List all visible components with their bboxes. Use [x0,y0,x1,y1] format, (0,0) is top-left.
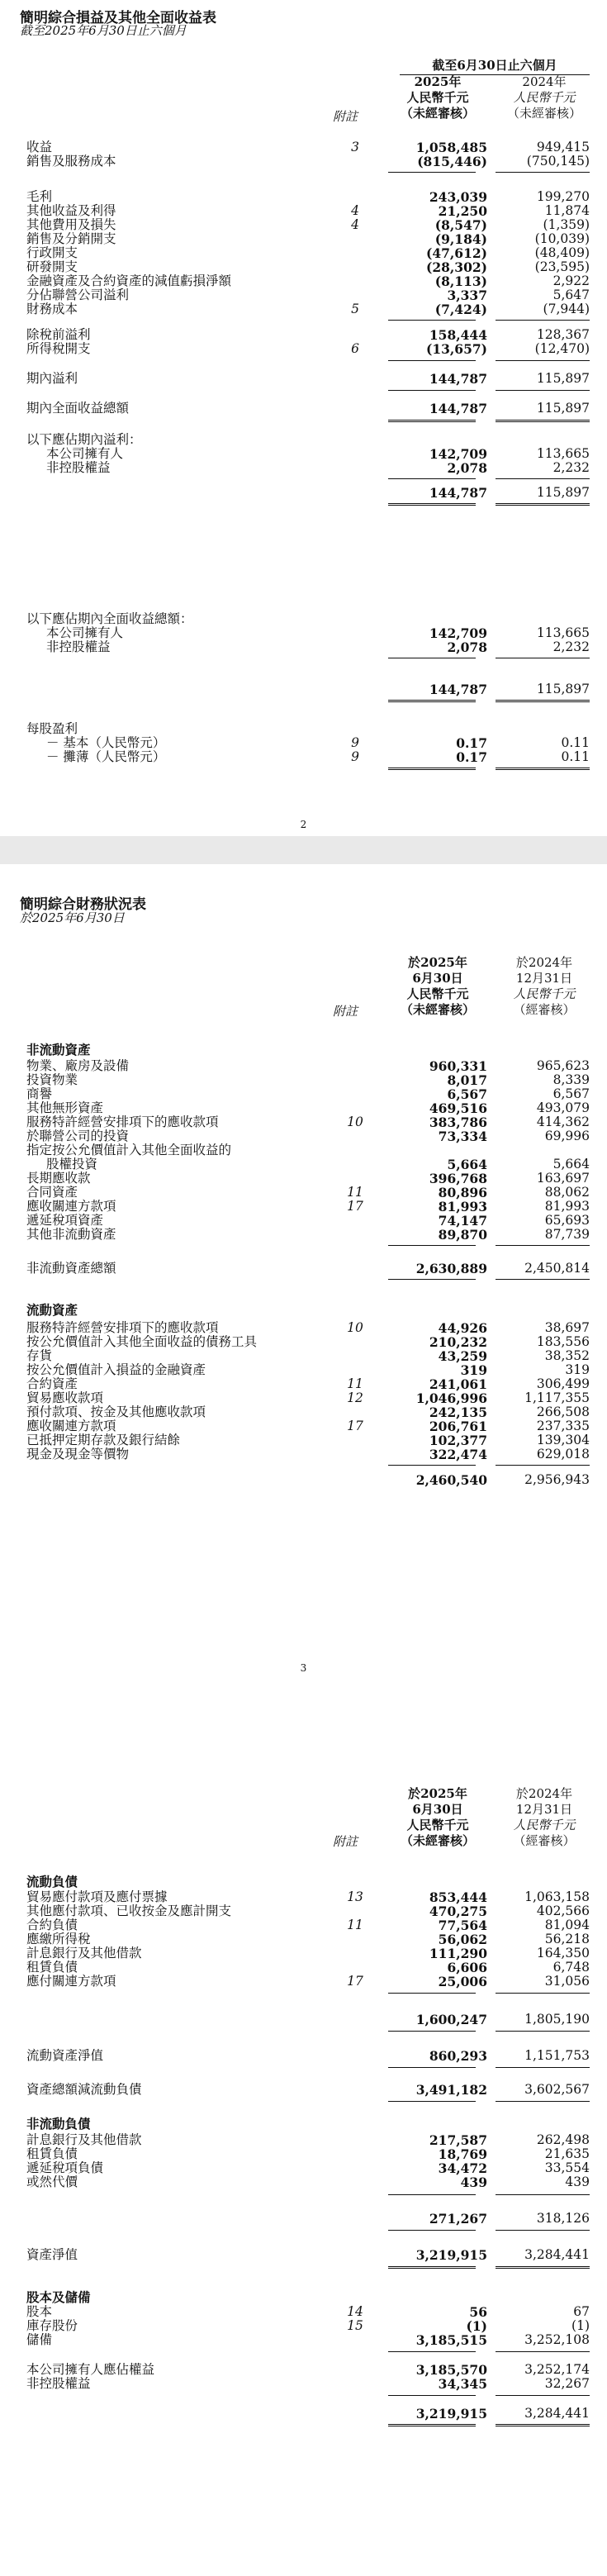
table-row: 3,219,915 3,284,441 [415,2406,590,2422]
table-row: － 攤薄（人民幣元） 9 0.17 0.11 [46,749,590,765]
page-2 [0,864,607,1710]
table-row: 其他無形資產 469,516 493,079 [26,1100,590,1116]
table-row: 非控股權益 34,345 32,267 [26,2376,590,2392]
note-header: 附註 [332,1834,358,1849]
table-row: 預付款項、按金及其他應收款項 242,135 266,508 [26,1404,590,1420]
table-row: 按公允價值計入其他全面收益的債務工具 210,232 183,556 [26,1334,590,1350]
table-row: 其他費用及損失 4 (8,547) (1,359) [26,217,590,233]
table-row: 指定按公允價值計入其他全面收益的 [26,1143,232,1157]
balance-sheet-date: 於2025年6月30日 [20,910,125,925]
table-row: 其他非流動資產 89,870 87,739 [26,1227,590,1243]
table-row: 物業、廠房及設備 960,331 965,623 [26,1058,590,1074]
table-row: 非控股權益 2,078 2,232 [46,460,590,476]
table-row: 已抵押定期存款及銀行結餘 102,377 139,304 [26,1433,590,1448]
table-row: 計息銀行及其他借款 111,290 164,350 [26,1946,590,1961]
table-row: 應繳所得稅 56,062 56,218 [26,1932,590,1947]
table-row: 金融資產及合約資產的減值虧損淨額 (8,113) 2,922 [26,273,590,289]
table-row: 研發開支 (28,302) (23,595) [26,259,590,275]
period-header: 截至6月30日止六個月 [432,58,557,73]
section-heading: 流動負債 [26,1875,78,1889]
col1-header: 於2025年 6月30日 人民幣千元 （未經審核） [400,1786,475,1848]
table-row: 144,787 115,897 [429,682,590,697]
page-number: 3 [300,1662,307,1674]
income-statement-period: 截至2025年6月30日止六個月 [20,23,187,38]
page-number: 2 [300,819,307,830]
table-row: 所得稅開支 6 (13,657) (12,470) [26,341,590,357]
table-row: 本公司擁有人 142,709 113,665 [46,625,590,641]
table-row: 服務特許經營安排項下的應收款項 10 44,926 38,697 [26,1320,590,1336]
balance-sheet-title: 簡明綜合財務狀況表 [20,896,146,913]
table-row: 應收關連方款項 17 206,761 237,335 [26,1419,590,1434]
table-row: 收益 3 1,058,485 949,415 [26,140,590,155]
table-row: 其他應付款項、已收按金及應計開支 470,275 402,566 [26,1903,590,1919]
table-row: 合約資產 11 241,061 306,499 [26,1376,590,1392]
col2-header: 於2024年 12月31日 人民幣千元 （經審核） [513,955,576,1017]
table-row: 以下應佔期內溢利： [26,432,142,447]
table-row: 合約負債 11 77,564 81,094 [26,1918,590,1933]
section-heading: 非流動資產 [26,1043,91,1057]
col1-header: 於2025年 6月30日 人民幣千元 （未經審核） [400,955,475,1017]
table-row: 以下應佔期內全面收益總額： [26,611,193,626]
table-row: 流動資產淨值 860,293 1,151,753 [26,2048,590,2064]
table-row: 銷售及服務成本 (815,446) (750,145) [26,154,590,169]
note-header: 附註 [332,109,358,124]
table-row: 長期應收款 396,768 163,697 [26,1171,590,1186]
table-row: 1,600,247 1,805,190 [415,2012,590,2027]
table-row: 分佔聯營公司溢利 3,337 5,647 [26,288,590,303]
table-row: 貿易應收款項 12 1,046,996 1,117,355 [26,1390,590,1406]
table-row: 儲備 3,185,515 3,252,108 [26,2332,590,2348]
col2-header: 於2024年 12月31日 人民幣千元 （經審核） [513,1786,576,1848]
table-row: 或然代價 439 439 [26,2174,590,2190]
table-row: 毛利 243,039 199,270 [26,189,590,205]
table-row: 服務特許經營安排項下的應收款項 10 383,786 414,362 [26,1115,590,1130]
table-row: 貿易應付款項及應付票據 13 853,444 1,063,158 [26,1889,590,1905]
col2-header: 2024年 人民幣千元 （未經審核） [506,74,581,121]
table-row: 2,460,540 2,956,943 [415,1472,590,1488]
table-row: 其他收益及利得 4 21,250 11,874 [26,203,590,219]
section-heading: 股本及儲備 [26,2290,91,2305]
section-heading: 非流動負債 [26,2117,91,2132]
table-row: 資產淨值 3,219,915 3,284,441 [26,2247,590,2263]
table-row: 本公司擁有人 142,709 113,665 [46,446,590,462]
table-row: 每股盈利 [26,721,78,736]
table-row: 非流動資產總額 2,630,889 2,450,814 [26,1261,590,1276]
table-row: 非控股權益 2,078 2,232 [46,639,590,655]
income-statement-title: 簡明綜合損益及其他全面收益表 [20,10,216,26]
table-row: 現金及現金等價物 322,474 629,018 [26,1447,590,1462]
table-row: 本公司擁有人應佔權益 3,185,570 3,252,174 [26,2362,590,2378]
table-row: 租賃負債 18,769 21,635 [26,2146,590,2162]
table-row: 行政開支 (47,612) (48,409) [26,245,590,261]
section-heading: 流動資產 [26,1303,78,1318]
table-row: 應收關連方款項 17 81,993 81,993 [26,1199,590,1214]
note-header: 附註 [332,1004,358,1019]
table-row: 期內全面收益總額 144,787 115,897 [26,401,590,416]
table-row: 合同資產 11 80,896 88,062 [26,1185,590,1200]
table-row: 除稅前溢利 158,444 128,367 [26,327,590,343]
table-row: 股本 14 56 67 [26,2304,590,2320]
table-row: 144,787 115,897 [429,485,590,501]
table-row: 資產總額減流動負債 3,491,182 3,602,567 [26,2082,590,2098]
col1-header: 2025年 人民幣千元 （未經審核） [400,74,475,121]
table-row: 應付關連方款項 17 25,006 31,056 [26,1974,590,1989]
table-row: 銷售及分銷開支 (9,184) (10,039) [26,231,590,247]
page-1 [0,0,607,836]
table-row: 庫存股份 15 (1) (1) [26,2318,590,2334]
table-row: 財務成本 5 (7,424) (7,944) [26,302,590,317]
table-row: 期內溢利 144,787 115,897 [26,371,590,387]
table-row: 於聯營公司的投資 73,334 69,996 [26,1129,590,1144]
table-row: 存貨 43,259 38,352 [26,1348,590,1364]
table-row: 按公允價值計入損益的金融資產 319 319 [26,1362,590,1378]
table-row: 遞延稅項資產 74,147 65,693 [26,1213,590,1229]
table-row: 計息銀行及其他借款 217,587 262,498 [26,2132,590,2148]
table-row: － 基本（人民幣元） 9 0.17 0.11 [46,735,590,751]
table-row: 投資物業 8,017 8,339 [26,1072,590,1088]
table-row: 股權投資 5,664 5,664 [46,1157,590,1172]
table-row: 遞延稅項負債 34,472 33,554 [26,2160,590,2176]
table-row: 271,267 318,126 [429,2211,590,2227]
table-row: 租賃負債 6,606 6,748 [26,1960,590,1975]
table-row: 商譽 6,567 6,567 [26,1086,590,1102]
page-3 [0,1710,607,2576]
